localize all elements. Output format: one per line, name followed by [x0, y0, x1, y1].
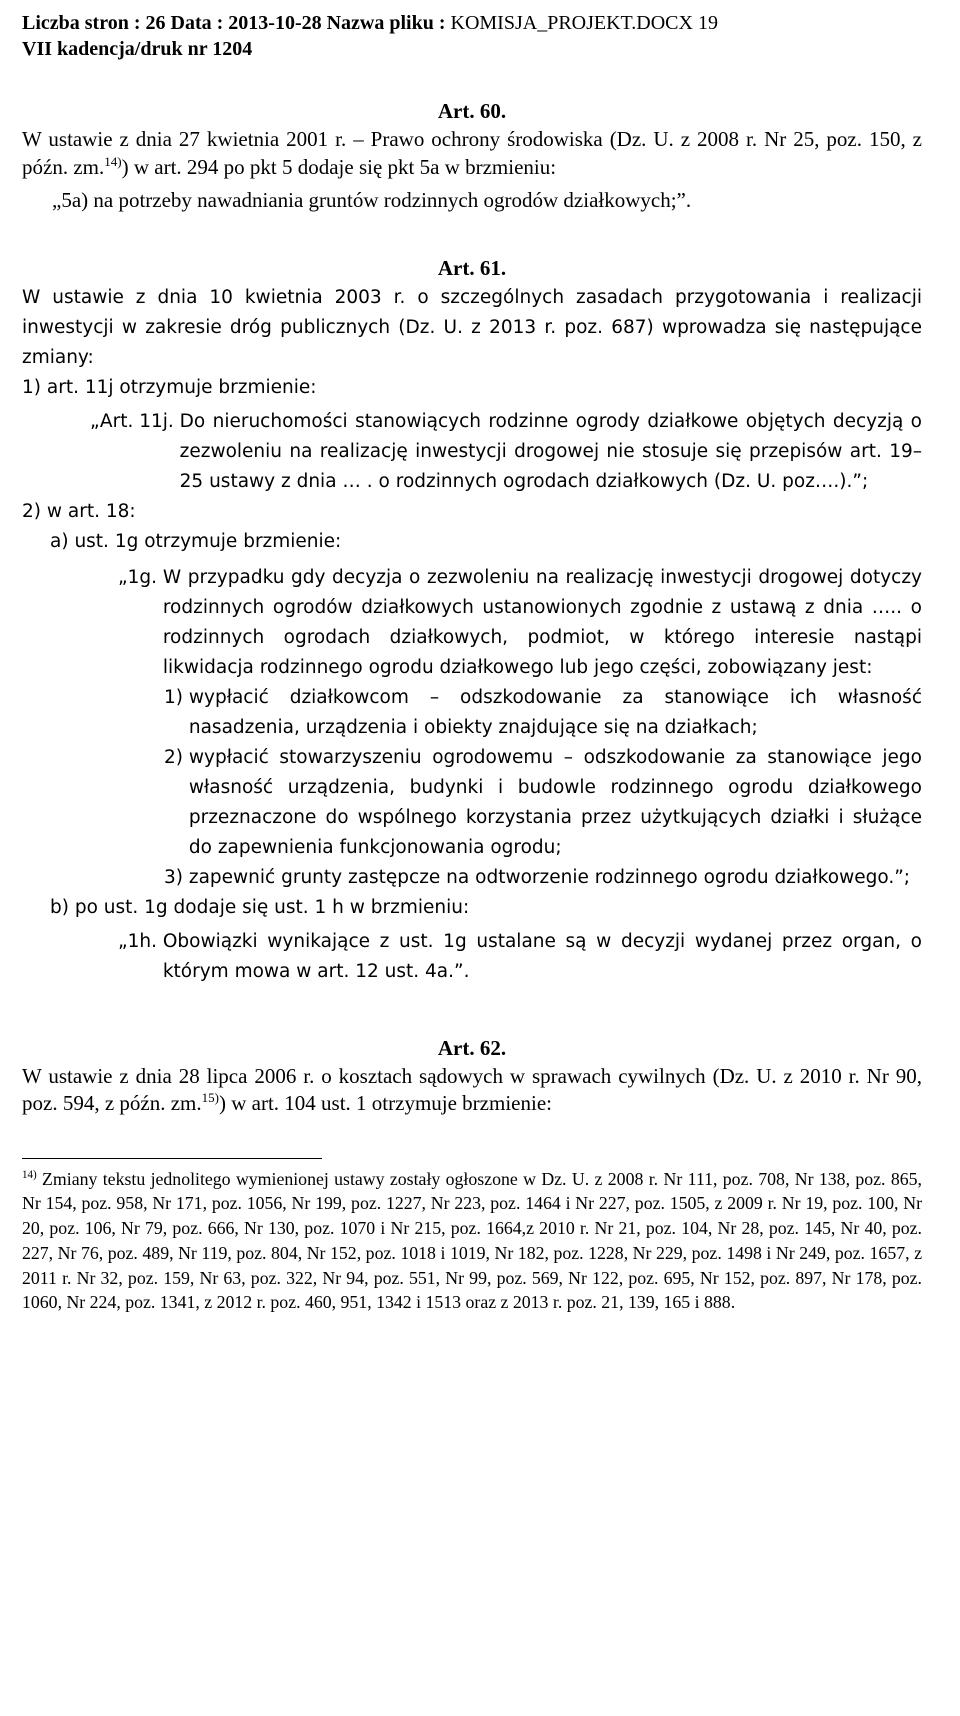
art-60-text-b: ) w art. 294 po pkt 5 dodaje się pkt 5a w brzmieniu:	[121, 154, 557, 179]
ust-1g-quote	[118, 563, 922, 683]
point-2-label: 2)	[22, 500, 47, 522]
letter-a-text: ust. 1g otrzymuje brzmienie:	[74, 530, 342, 552]
item-2-label: 2)	[164, 746, 189, 768]
header-page-number: 19	[697, 12, 718, 34]
header-info: Liczba stron : 26 Data : 2013-10-28 Nazwa pliku :	[22, 12, 446, 34]
ust-1h-text: Obowiązki wynikające z ust. 1g ustalane są w decyzji wydanej przez organ, o którym mowa w art. 12 ust. 4a.”.	[162, 930, 922, 982]
footnote-14-mark: 14)	[22, 1168, 37, 1181]
header-line-2: VII kadencja/druk nr 1204	[22, 38, 253, 60]
letter-a	[50, 527, 922, 557]
item-3-text: zapewnić grunty zastępcze na odtworzenie rodzinnego ogrodu działkowego.”;	[188, 866, 911, 888]
ust-1g-item-2	[164, 743, 922, 863]
ust-1g-item-3	[164, 863, 922, 893]
art-61-body	[22, 283, 922, 987]
art-60-title: Art. 60.	[437, 99, 507, 123]
letter-a-label: a)	[50, 530, 75, 552]
ust-1h-label: „1h.	[118, 930, 163, 952]
header-filename: KOMISJA_PROJEKT.DOCX	[450, 12, 693, 34]
point-1-label: 1)	[22, 376, 47, 398]
page-header	[22, 10, 922, 62]
art-61-point-1	[22, 373, 922, 403]
item-1-label: 1)	[164, 686, 189, 708]
letter-b	[50, 893, 922, 923]
footnote-ref-14[interactable]: 14)	[104, 153, 122, 169]
art-62-text-b: ) w art. 104 ust. 1 otrzymuje brzmienie:	[218, 1091, 552, 1115]
footnote-14-text: Zmiany tekstu jednolitego wymienionej ustawy zostały ogłoszone w Dz. U. z 2008 r. Nr 111, poz. 708, Nr 138, poz. 865, Nr 154, poz. 958, Nr 171, poz. 1056, Nr 199, poz. 1227, Nr 223, poz. 1464 i Nr 227, poz. 1505, z 2009 r. Nr 19, poz. 100, Nr 20, poz. 106, Nr 79, poz. 666, Nr 130, poz. 1070 i Nr 215, poz. 1664,z 2010 r. Nr 21, poz. 104, Nr 28, poz. 145, Nr 40, poz. 227, Nr 76, poz. 489, Nr 119, poz. 804, Nr 152, poz. 1018 i 1019, Nr 182, poz. 1228, Nr 229, poz. 1498 i Nr 249, poz. 1657, z 2011 r. Nr 32, poz. 159, Nr 63, poz. 322, Nr 94, poz. 551, Nr 99, poz. 569, Nr 122, poz. 695, Nr 152, poz. 897, Nr 178, poz. 1060, Nr 224, poz. 1341, z 2012 r. poz. 460, 951, 1342 i 1513 oraz z 2013 r. poz. 21, 139, 165 i 888.	[22, 1168, 922, 1313]
art-60-text-a: W ustawie z dnia 27 kwietnia 2001 r. – Prawo ochrony środowiska (Dz. U. z 2008 r. Nr 25, poz. 150, z późn. zm.	[22, 127, 922, 179]
item-1-text: wypłacić działkowcom – odszkodowanie za stanowiące ich własność nasadzenia, urządzenia i obiekty znajdujące się na działkach;	[188, 686, 922, 738]
art-62-text-a: W ustawie z dnia 28 lipca 2006 r. o kosztach sądowych w sprawach cywilnych (Dz. U. z 2010 r. Nr 90, poz. 594, z późn. zm.	[22, 1063, 922, 1115]
art-61-title: Art. 61.	[437, 255, 507, 280]
point-1-text: art. 11j otrzymuje brzmienie:	[46, 376, 317, 398]
item-2-text: wypłacić stowarzyszeniu ogrodowemu – odszkodowanie za stanowiące jego własność urządzenia, budynki i budowle rodzinnego ogrodu działkowego przeznaczone do wspólnego korzystania przez użytkujących działki i służące do zapewnienia funkcjonowania ogrodu;	[188, 746, 922, 858]
letter-b-label: b)	[50, 896, 75, 918]
art-61-point-2	[22, 497, 922, 527]
art-11j-text: Do nieruchomości stanowiących rodzinne ogrody działkowe objętych decyzją o zezwoleniu na realizację inwestycji drogowej nie stosuje się przepisów art. 19–25 ustawy z dnia … . o rodzinnych ogrodach działkowych (Dz. U. poz….).”;	[179, 410, 922, 492]
footnote-14	[22, 1167, 922, 1316]
footnote-ref-15[interactable]: 15)	[201, 1090, 219, 1105]
art-62-title: Art. 62.	[437, 1035, 507, 1060]
art-60-quote: „5a) na potrzeby nawadniania gruntów rodzinnych ogrodów działkowych;”.	[52, 188, 692, 212]
ust-1g-item-1	[164, 683, 922, 743]
ust-1g-text: W przypadku gdy decyzja o zezwoleniu na realizację inwestycji drogowej dotyczy rodzinnych ogrodów działkowych ustanowionych zgodnie z ustawą z dnia ….. o rodzinnych ogrodach działkowych, podmiot, w którego interesie nastąpi likwidacja rodzinnego ogrodu działkowego lub jego części, zobowiązany jest:	[162, 566, 922, 678]
item-3-label: 3)	[164, 866, 189, 888]
art-11j-quote	[90, 407, 922, 497]
footnote-separator	[22, 1158, 322, 1159]
ust-1h-quote	[118, 927, 922, 987]
letter-b-text: po ust. 1g dodaje się ust. 1 h w brzmieniu:	[74, 896, 470, 918]
art-60-paragraph	[22, 126, 922, 181]
point-2-text: w art. 18:	[46, 500, 136, 522]
art-62-paragraph	[22, 1063, 922, 1118]
header-line-1	[22, 10, 922, 36]
art-11j-label: „Art. 11j.	[90, 410, 180, 432]
art-61-intro: W ustawie z dnia 10 kwietnia 2003 r. o szczególnych zasadach przygotowania i realizacji inwestycji w zakresie dróg publicznych (Dz. U. z 2013 r. poz. 687) wprowadza się następujące zmiany:	[22, 286, 922, 368]
ust-1g-label: „1g.	[118, 566, 163, 588]
